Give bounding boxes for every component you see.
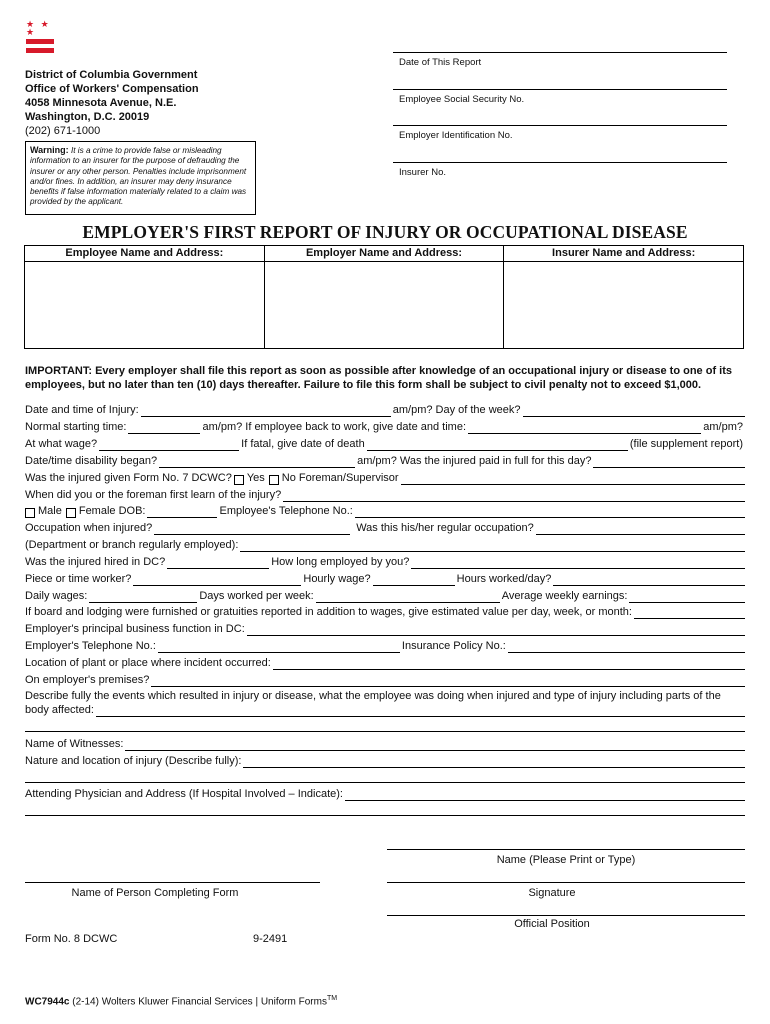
field-label: body affected: xyxy=(25,704,94,716)
field-label: Insurer No. xyxy=(399,167,446,178)
employed-duration-input[interactable] xyxy=(411,557,745,569)
dc-flag-logo xyxy=(26,20,54,48)
form-row xyxy=(25,623,745,636)
publisher-code: WC7944c xyxy=(25,996,70,1008)
form-row xyxy=(25,539,745,552)
field-label: Employer Identification No. xyxy=(399,130,513,141)
form-row xyxy=(25,522,745,535)
field-label: am/pm? Was the injured paid in full for this day? xyxy=(357,455,592,467)
name-address-grid xyxy=(24,245,744,349)
form-code: 9-2491 xyxy=(253,933,288,945)
agency-line: District of Columbia Government xyxy=(25,69,198,81)
column-header: Employee Name and Address: xyxy=(25,246,264,262)
disability-began-input[interactable] xyxy=(159,456,355,468)
form-title: EMPLOYER'S FIRST REPORT OF INJURY OR OCCUPATIONAL DISEASE xyxy=(82,222,688,242)
completing-name-line[interactable] xyxy=(25,882,320,883)
signature-label: Signature xyxy=(528,887,576,899)
events-description-input[interactable] xyxy=(96,705,745,717)
form-row xyxy=(25,640,745,653)
publisher-text: (2-14) Wolters Kluwer Financial Services | Uniform Forms xyxy=(72,996,327,1008)
form-row xyxy=(25,674,745,687)
form-row xyxy=(25,505,745,518)
official-position-line[interactable] xyxy=(387,915,745,916)
blank-line[interactable] xyxy=(25,815,745,816)
hourly-wage-input[interactable] xyxy=(373,574,455,586)
form-row xyxy=(25,472,745,485)
day-of-week-input[interactable] xyxy=(523,405,745,417)
field-label: No Foreman/Supervisor xyxy=(281,472,399,484)
form-row xyxy=(25,788,745,801)
field-label: Female DOB: xyxy=(78,505,146,517)
field-label: Average weekly earnings: xyxy=(501,590,628,602)
foreman-input[interactable] xyxy=(401,473,745,485)
paid-in-full-input[interactable] xyxy=(593,456,745,468)
column-header: Insurer Name and Address: xyxy=(504,246,743,262)
field-label: If fatal, give date of death xyxy=(241,438,365,450)
flag-stars: ★ ★ ★ xyxy=(26,19,51,37)
field-label: Nature and location of injury (Describe fully): xyxy=(25,755,242,767)
policy-no-input[interactable] xyxy=(508,641,745,653)
field-label: Attending Physician and Address (If Hospital Involved – Indicate): xyxy=(25,788,343,800)
male-checkbox[interactable] xyxy=(25,508,35,518)
field-label: Hours worked/day? xyxy=(456,573,552,585)
field-label: Male xyxy=(38,505,62,517)
field-label: Was the injured hired in DC? xyxy=(25,556,166,568)
field-label: Describe fully the events which resulted in injury or disease, what the employee was doing when injured and type of injury including parts of the xyxy=(25,690,721,702)
agency-line: Washington, D.C. 20019 xyxy=(25,111,150,123)
form-row xyxy=(25,489,745,502)
field-label: (file supplement report) xyxy=(629,438,743,450)
wage-input[interactable] xyxy=(99,439,239,451)
back-to-work-input[interactable] xyxy=(468,422,701,434)
field-label: am/pm? xyxy=(703,421,743,433)
hours-per-day-input[interactable] xyxy=(553,574,745,586)
trademark: TM xyxy=(326,995,338,1002)
days-per-week-input[interactable] xyxy=(316,591,500,603)
field-label: Daily wages: xyxy=(25,590,88,602)
field-label: Days worked per week: xyxy=(199,590,314,602)
first-learn-input[interactable] xyxy=(283,490,745,502)
form-row xyxy=(25,704,745,717)
warning-box xyxy=(25,141,256,215)
field-label: Normal starting time: xyxy=(25,421,127,433)
blank-line[interactable] xyxy=(25,782,745,783)
form-number: Form No. 8 DCWC xyxy=(25,933,118,945)
form-row xyxy=(25,690,745,703)
field-label: How long employed by you? xyxy=(271,556,410,568)
employer-address-box[interactable] xyxy=(265,246,505,348)
field-label: Employer's Telephone No.: xyxy=(25,640,156,652)
field-label: Name of Witnesses: xyxy=(25,738,124,750)
field-label: Occupation when injured? xyxy=(25,522,153,534)
field-label: At what wage? xyxy=(25,438,98,450)
employer-id-field[interactable] xyxy=(393,125,727,141)
injury-datetime-input[interactable] xyxy=(141,405,391,417)
field-label: On employer's premises? xyxy=(25,674,150,686)
field-label: Insurance Policy No.: xyxy=(401,640,506,652)
field-label: (Department or branch regularly employed): xyxy=(25,539,239,551)
field-label: Employee's Telephone No.: xyxy=(219,505,353,517)
field-label: Was this his/her regular occupation? xyxy=(356,522,534,534)
field-label: Date of This Report xyxy=(399,57,482,68)
board-lodging-input[interactable] xyxy=(634,607,745,619)
form-row xyxy=(25,421,745,434)
field-label: If board and lodging were furnished or gratuities reported in addition to wages, give estimated value per day, week, or month: xyxy=(25,606,632,618)
flag-bar xyxy=(26,48,54,53)
flag-bar xyxy=(26,39,54,44)
date-of-report-field[interactable] xyxy=(393,52,727,68)
signature-line[interactable] xyxy=(387,882,745,883)
employer-phone-input[interactable] xyxy=(158,641,400,653)
agency-line: 4058 Minnesota Avenue, N.E. xyxy=(25,97,177,109)
warning-text: It is a crime to provide false or misleading information to an insurer for the purpose of defrauding the insurer or any other person. Penalties include imprisonment and/or fines. In addition, an insurer may deny insurance benefits if false information materially related to a claim was provided by the applicant. xyxy=(30,146,247,207)
agency-phone: (202) 671-1000 xyxy=(25,125,101,137)
form7-no-checkbox[interactable] xyxy=(269,475,279,485)
regular-occupation-input[interactable] xyxy=(536,523,745,535)
completing-name-label: Name of Person Completing Form xyxy=(71,887,239,899)
form-row xyxy=(25,755,745,768)
important-notice: IMPORTANT: Every employer shall file this report as soon as possible after knowledge of an occupational injury or disease to one of its employees, but no later than ten (10) days thereafter. Failure to file this form shall be subject to civil penalty not to exceed $1,000. xyxy=(25,365,733,391)
employee-phone-input[interactable] xyxy=(355,506,745,518)
form-row xyxy=(25,573,745,586)
field-label: am/pm? Day of the week? xyxy=(392,404,521,416)
hired-in-dc-input[interactable] xyxy=(167,557,269,569)
official-position-label: Official Position xyxy=(514,918,590,930)
field-label: Hourly wage? xyxy=(303,573,371,585)
incident-location-input[interactable] xyxy=(273,658,745,670)
field-label: am/pm? If employee back to work, give date and time: xyxy=(202,421,467,433)
date-of-death-input[interactable] xyxy=(367,439,628,451)
employee-address-box[interactable] xyxy=(25,246,265,348)
daily-wages-input[interactable] xyxy=(89,591,197,603)
name-print-line[interactable] xyxy=(387,849,745,850)
form-row xyxy=(25,438,745,451)
name-print-label: Name (Please Print or Type) xyxy=(496,854,636,866)
female-checkbox[interactable] xyxy=(66,508,76,518)
form-row xyxy=(25,404,745,417)
form-row xyxy=(25,455,745,468)
field-label: Piece or time worker? xyxy=(25,573,132,585)
field-label: Date/time disability began? xyxy=(25,455,158,467)
field-label: Location of plant or place where incident occurred: xyxy=(25,657,271,669)
weekly-earnings-input[interactable] xyxy=(629,591,745,603)
blank-line[interactable] xyxy=(25,731,745,732)
field-label: Employer's principal business function in DC: xyxy=(25,623,245,635)
form7-yes-checkbox[interactable] xyxy=(234,475,244,485)
physician-input[interactable] xyxy=(345,789,745,801)
insurer-no-field[interactable] xyxy=(393,162,727,178)
premises-input[interactable] xyxy=(151,675,745,687)
employee-ssn-field[interactable] xyxy=(393,89,727,105)
field-label: Employee Social Security No. xyxy=(399,94,525,105)
piece-time-input[interactable] xyxy=(133,574,301,586)
insurer-address-box[interactable] xyxy=(504,246,743,348)
agency-line: Office of Workers' Compensation xyxy=(25,83,199,95)
starting-time-input[interactable] xyxy=(128,422,200,434)
warning-label: Warning: xyxy=(30,145,69,155)
publisher-line xyxy=(25,995,337,1007)
witnesses-input[interactable] xyxy=(125,739,745,751)
business-function-input[interactable] xyxy=(247,624,745,636)
form-row xyxy=(25,590,745,603)
form-row xyxy=(25,657,745,670)
field-label: Was the injured given Form No. 7 DCWC? xyxy=(25,472,232,484)
field-label: Date and time of Injury: xyxy=(25,404,139,416)
dob-input[interactable] xyxy=(147,506,217,518)
column-header: Employer Name and Address: xyxy=(265,246,504,262)
field-label: Yes xyxy=(246,472,265,484)
form-row xyxy=(25,556,745,569)
form-row xyxy=(25,738,745,751)
occupation-input[interactable] xyxy=(154,523,350,535)
injury-nature-input[interactable] xyxy=(243,756,745,768)
agency-address xyxy=(25,68,199,138)
field-label: When did you or the foreman first learn of the injury? xyxy=(25,489,282,501)
department-input[interactable] xyxy=(240,540,745,552)
form-row xyxy=(25,606,745,619)
